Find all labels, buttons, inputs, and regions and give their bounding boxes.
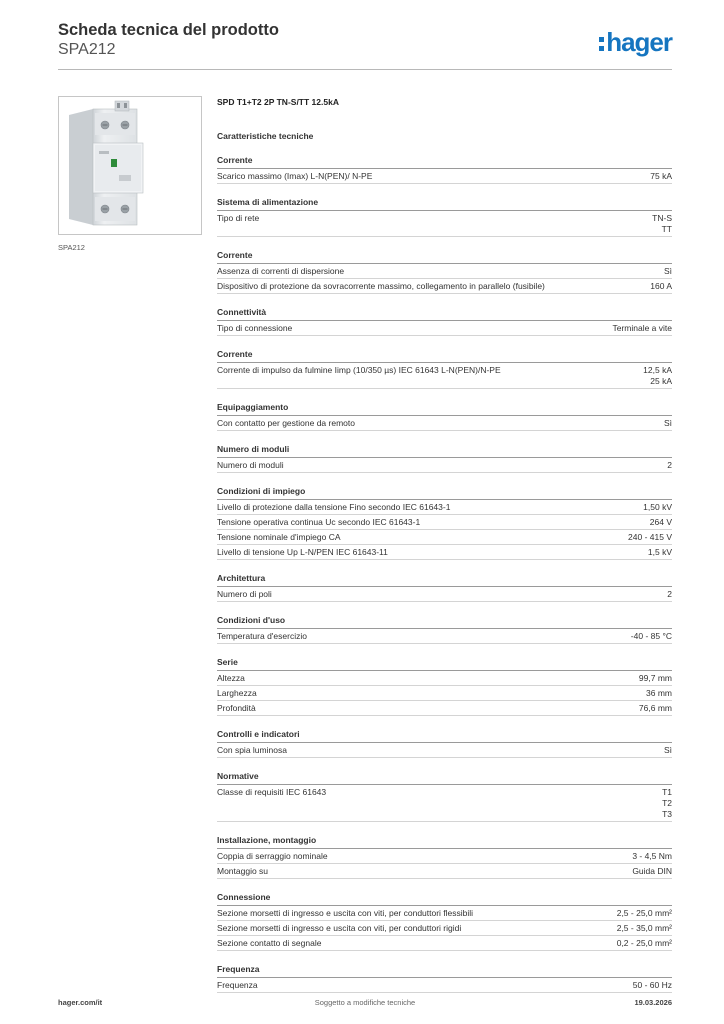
spec-section xyxy=(217,729,672,758)
spec-label: Corrente di impulso da fulmine Iimp (10/350 µs) IEC 61643 L-N(PEN)/N-PE xyxy=(217,365,501,375)
spec-label: Tensione operativa continua Uc secondo IEC 61643-1 xyxy=(217,517,421,527)
section-heading: Normative xyxy=(217,771,672,785)
spec-value: 75 kA xyxy=(650,171,672,181)
spec-label: Sezione morsetti di ingresso e uscita con viti, per conduttori flessibili xyxy=(217,908,474,918)
spec-section xyxy=(217,444,672,473)
section-heading: Serie xyxy=(217,657,672,671)
spec-label: Livello di tensione Up L-N/PEN IEC 61643-11 xyxy=(217,547,388,557)
section-heading: Installazione, montaggio xyxy=(217,835,672,849)
spec-section xyxy=(217,197,672,237)
spec-section xyxy=(217,486,672,560)
spec-label: Numero di moduli xyxy=(217,460,284,470)
spec-label: Coppia di serraggio nominale xyxy=(217,851,328,861)
spec-section xyxy=(217,307,672,336)
spec-value: 12,5 kA 25 kA xyxy=(643,365,672,386)
section-heading: Numero di moduli xyxy=(217,444,672,458)
section-heading: Condizioni d'uso xyxy=(217,615,672,629)
spec-value: T1 T2 T3 xyxy=(662,787,672,819)
spec-section xyxy=(217,402,672,431)
spec-value: 160 A xyxy=(650,281,672,291)
section-heading: Corrente xyxy=(217,349,672,363)
spec-section xyxy=(217,615,672,644)
spec-value: TN-S TT xyxy=(652,213,672,234)
spec-row xyxy=(217,279,672,294)
spec-value: 2,5 - 25,0 mm² xyxy=(616,908,672,918)
spec-row xyxy=(217,211,672,237)
spec-label: Livello di protezione dalla tensione Fino secondo IEC 61643-1 xyxy=(217,502,451,512)
spec-value: Sì xyxy=(663,266,672,276)
spec-row xyxy=(217,936,672,951)
logo-dots-icon xyxy=(599,34,604,52)
spec-label: Con spia luminosa xyxy=(217,745,287,755)
logo-text: hager xyxy=(606,27,672,57)
page-header xyxy=(58,20,672,70)
spec-value: 1,50 kV xyxy=(643,502,672,512)
spec-label: Assenza di correnti di dispersione xyxy=(217,266,345,276)
spec-row xyxy=(217,587,672,602)
spec-value: 99,7 mm xyxy=(638,673,672,683)
spec-label: Dispositivo di protezione da sovracorrente massimo, collegamento in parallelo (fusibile) xyxy=(217,281,545,291)
spec-row xyxy=(217,363,672,389)
spec-section xyxy=(217,835,672,879)
footer-note: Soggetto a modifiche tecniche xyxy=(314,998,416,1007)
spec-row xyxy=(217,629,672,644)
section-heading: Equipaggiamento xyxy=(217,402,672,416)
spec-value: Sì xyxy=(663,745,672,755)
spec-value: 264 V xyxy=(649,517,672,527)
spec-value: 3 - 4,5 Nm xyxy=(632,851,672,861)
spec-section xyxy=(217,349,672,389)
surge-protector-illustration xyxy=(59,97,201,234)
spec-value: 36 mm xyxy=(646,688,672,698)
spec-label: Tipo di rete xyxy=(217,213,260,223)
spec-value: 0,2 - 25,0 mm² xyxy=(616,938,672,948)
spec-value: 1,5 kV xyxy=(647,547,672,557)
spec-label: Temperatura d'esercizio xyxy=(217,631,307,641)
spec-row xyxy=(217,743,672,758)
section-heading: Corrente xyxy=(217,155,672,169)
section-heading: Controlli e indicatori xyxy=(217,729,672,743)
spec-row xyxy=(217,321,672,336)
spec-row xyxy=(217,864,672,879)
spec-label: Sezione morsetti di ingresso e uscita con viti, per conduttori rigidi xyxy=(217,923,462,933)
spec-value: -40 - 85 °C xyxy=(630,631,672,641)
spec-section xyxy=(217,155,672,184)
spec-value: Terminale a vite xyxy=(612,323,672,333)
spec-row xyxy=(217,701,672,716)
spec-label: Profondità xyxy=(217,703,256,713)
section-heading: Sistema di alimentazione xyxy=(217,197,672,211)
section-heading: Condizioni di impiego xyxy=(217,486,672,500)
product-code: SPA212 xyxy=(58,41,116,58)
spec-row xyxy=(217,545,672,560)
spec-value: 2 xyxy=(667,460,672,470)
section-heading: Corrente xyxy=(217,250,672,264)
spec-value: 76,6 mm xyxy=(638,703,672,713)
spec-value: Guida DIN xyxy=(632,866,672,876)
spec-value: 240 - 415 V xyxy=(628,532,672,542)
spec-label: Classe di requisiti IEC 61643 xyxy=(217,787,327,797)
section-heading: Frequenza xyxy=(217,964,672,978)
spec-row xyxy=(217,978,672,993)
spec-section xyxy=(217,657,672,716)
spec-row xyxy=(217,921,672,936)
technical-characteristics-heading: Caratteristiche tecniche xyxy=(217,131,314,141)
spec-label: Montaggio su xyxy=(217,866,269,876)
spec-row xyxy=(217,169,672,184)
spec-section xyxy=(217,771,672,822)
spec-value: 50 - 60 Hz xyxy=(632,980,672,990)
section-heading: Connettività xyxy=(217,307,672,321)
spec-sections xyxy=(217,155,672,993)
spec-row xyxy=(217,458,672,473)
spec-label: Tensione nominale d'impiego CA xyxy=(217,532,341,542)
spec-row xyxy=(217,686,672,701)
spec-label: Sezione contatto di segnale xyxy=(217,938,322,948)
spec-section xyxy=(217,250,672,294)
document-title: Scheda tecnica del prodotto xyxy=(58,21,279,39)
spec-label: Numero di poli xyxy=(217,589,272,599)
spec-section xyxy=(217,964,672,993)
spec-row xyxy=(217,416,672,431)
spec-label: Tipo di connessione xyxy=(217,323,293,333)
spec-label: Frequenza xyxy=(217,980,258,990)
product-name: SPD T1+T2 2P TN-S/TT 12.5kA xyxy=(217,97,339,107)
section-heading: Connessione xyxy=(217,892,672,906)
spec-label: Scarico massimo (Imax) L-N(PEN)/ N-PE xyxy=(217,171,373,181)
spec-row xyxy=(217,785,672,822)
footer-date: 19.03.2026 xyxy=(634,998,672,1007)
spec-label: Larghezza xyxy=(217,688,257,698)
spec-row xyxy=(217,671,672,686)
spec-row xyxy=(217,530,672,545)
section-heading: Architettura xyxy=(217,573,672,587)
spec-label: Altezza xyxy=(217,673,245,683)
spec-row xyxy=(217,515,672,530)
spec-row xyxy=(217,849,672,864)
image-caption: SPA212 xyxy=(58,243,85,252)
spec-section xyxy=(217,892,672,951)
spec-value: 2,5 - 35,0 mm² xyxy=(616,923,672,933)
spec-row xyxy=(217,906,672,921)
hager-logo xyxy=(599,27,672,57)
spec-row xyxy=(217,500,672,515)
spec-label: Con contatto per gestione da remoto xyxy=(217,418,355,428)
specifications xyxy=(217,95,672,993)
spec-value: 2 xyxy=(667,589,672,599)
spec-section xyxy=(217,573,672,602)
spec-row xyxy=(217,264,672,279)
spec-value: Sì xyxy=(663,418,672,428)
footer-website: hager.com/it xyxy=(58,998,103,1007)
product-image xyxy=(58,96,202,235)
